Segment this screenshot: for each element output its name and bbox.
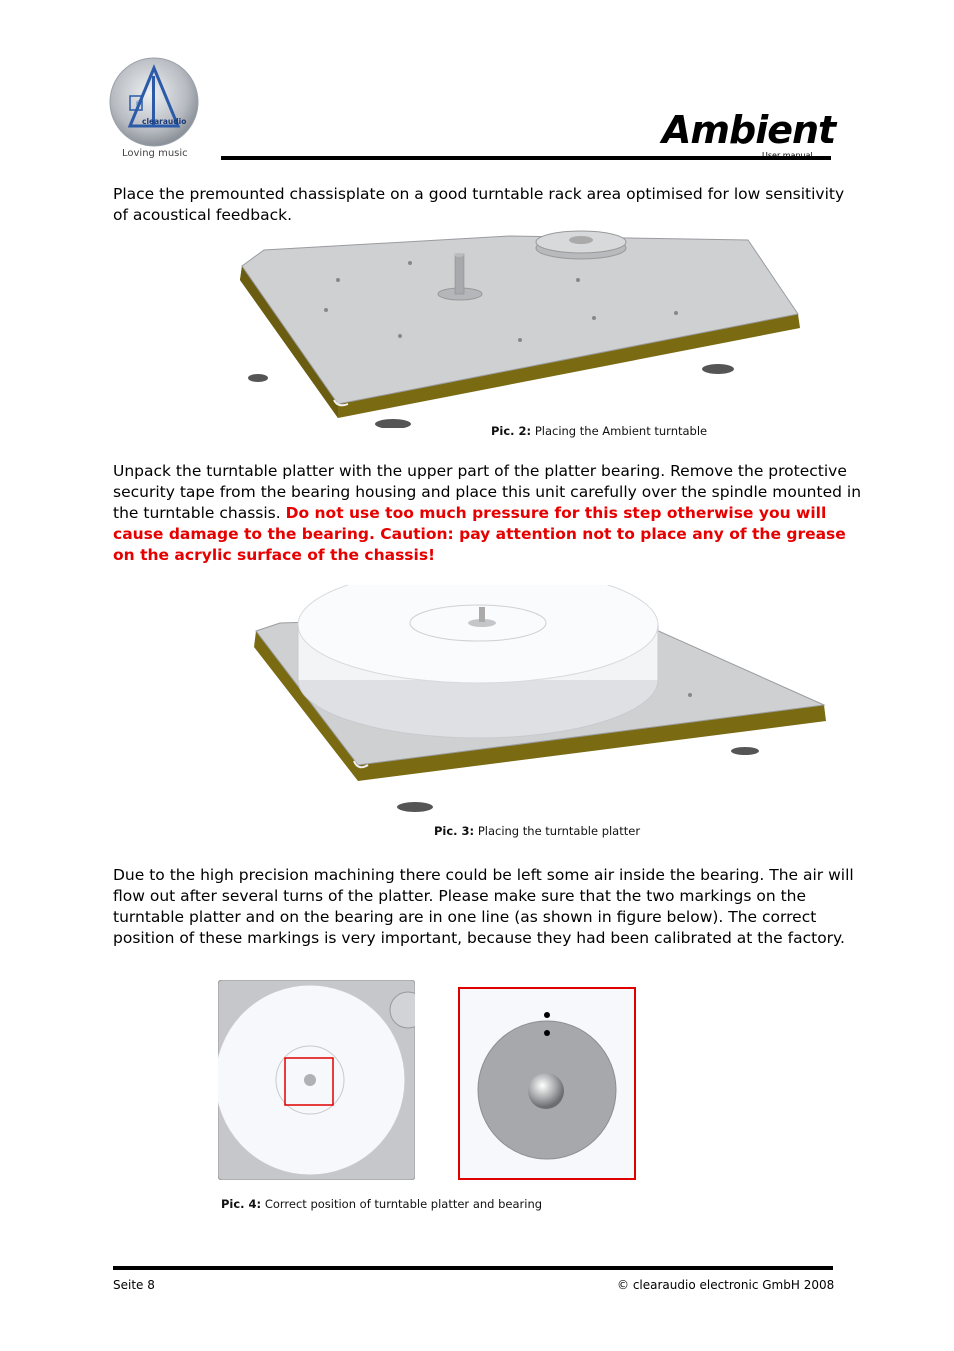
paragraph-text: Unpack the turntable platter with the upper part of the platter bearing. Remove the protective security tape from the bearing housing and place this unit carefully over the spindle mounted in the turntable chassis. (113, 462, 862, 522)
caption-text: Placing the Ambient turntable (531, 424, 708, 438)
caption-text: Placing the turntable platter (474, 824, 641, 838)
figure-caption-pic4 (221, 1197, 542, 1211)
caption-label: Pic. 2: (491, 424, 532, 438)
footer-divider (113, 1266, 833, 1270)
caption-label: Pic. 3: (434, 824, 475, 838)
figure-platter-image (250, 585, 828, 813)
instruction-paragraph-3: Due to the high precision machining there could be left some air inside the bearing. The air will flow out after several turns of the platter. Please make sure that the two markings on the turntable platter and on the bearing are in one line (as shown in figure below). The correct position of these markings is very important, because they had been calibrated at the factory. (113, 866, 854, 947)
logo-tagline: Loving music (122, 148, 188, 159)
figure-topview-image (218, 980, 415, 1180)
figure-chassis-image (238, 228, 804, 428)
svg-text:clearaudio: clearaudio (142, 117, 187, 126)
svg-text:®: ® (135, 100, 142, 108)
instruction-paragraph-1: Place the premounted chassisplate on a good turntable rack area optimised for low sensitivity of acoustical feedback. (113, 185, 845, 224)
copyright-notice: © clearaudio electronic GmbH 2008 (617, 1278, 835, 1292)
caption-text: Correct position of turntable platter and bearing (261, 1197, 543, 1211)
clearaudio-logo (108, 56, 200, 148)
page-number: Seite 8 (113, 1278, 155, 1292)
header-divider (221, 156, 831, 160)
instruction-paragraph-2 (113, 461, 863, 566)
page-title: Ambient (662, 108, 836, 152)
figure-caption-pic3 (434, 824, 640, 838)
caption-label: Pic. 4: (221, 1197, 262, 1211)
warning-text: Do not use too much pressure for this step otherwise you will cause damage to the bearing. Caution: pay attention not to place any of the grease on the acrylic surface of the chassis! (113, 504, 846, 564)
figure-caption-pic2 (491, 424, 707, 438)
figure-bearing-closeup-image (458, 987, 636, 1180)
